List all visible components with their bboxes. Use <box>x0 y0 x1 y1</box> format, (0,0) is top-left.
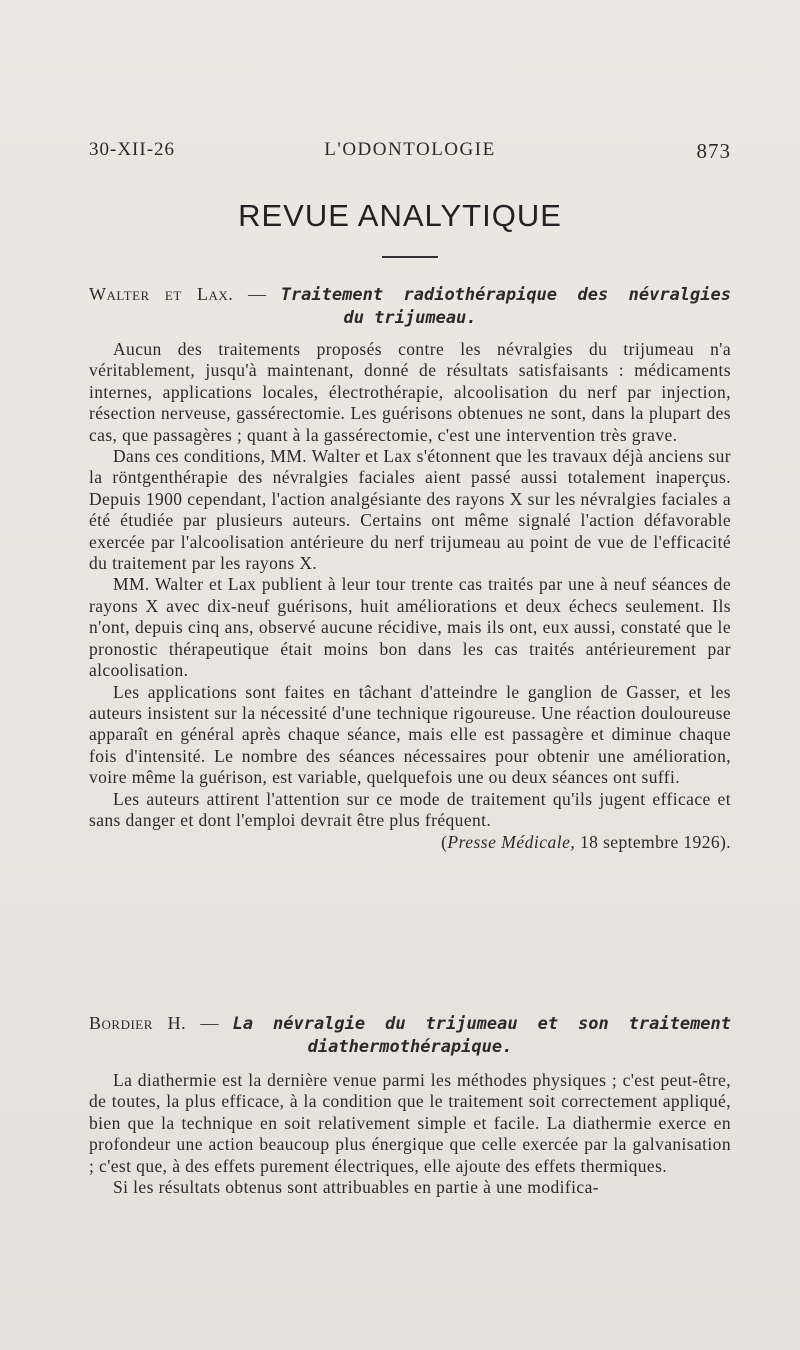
article-1-paragraph: Aucun des traitements proposés contre les névralgies du trijumeau n'a véritablement, jusqu'à maintenant, donné de résultats satisfaisants : médicaments internes, applications locales, électrothérapie, alcoolisation du nerf par injection, résection nerveuse, gassérectomie. Les guérisons obtenues ne sont, dans la plupart des cas, que passagères ; quant à la gassérectomie, c'est une intervention très grave. <box>89 339 731 445</box>
article-2-title-line1: La névralgie du trijumeau et son traitement <box>232 1014 732 1034</box>
article-1-heading <box>89 283 731 329</box>
article-1-paragraph: Les auteurs attirent l'attention sur ce mode de traitement qu'ils jugent efficace et sans danger et dont l'emploi devrait être plus fréquent. <box>89 788 731 830</box>
article-2-body <box>89 1070 731 1198</box>
article-1-paragraph: Dans ces conditions, MM. Walter et Lax s'étonnent que les travaux déjà anciens sur la röntgenthérapie des névralgies faciales aient passé aussi totalement inaperçus. Depuis 1900 cependant, l'action analgésiante des rayons X sur les névralgies faciales a été étudiée par plusieurs auteurs. Certains ont même signalé l'action défavorable exercée par l'alcoolisation antérieure du nerf trijumeau au point de vue de l'efficacité du traitement par les rayons X. <box>89 446 731 574</box>
article-2-paragraph: Si les résultats obtenus sont attribuables en partie à une modifica- <box>113 1177 599 1198</box>
article-1-paragraph: MM. Walter et Lax publient à leur tour trente cas traités par une à neuf séances de rayons X avec dix-neuf guérisons, huit améliorations et deux échecs seulement. Ils n'ont, depuis cinq ans, observé aucune récidive, mais ils ont, eux aussi, constaté que le pronostic thérapeutique était moins bon dans les cas traités antérieurement par alcoolisation. <box>89 574 731 681</box>
article-1-authors: Walter et Lax. <box>89 284 234 304</box>
header-date: 30-XII-26 <box>89 139 176 160</box>
header-journal-name: L'ODONTOLOGIE <box>324 139 496 160</box>
section-title: REVUE ANALYTIQUE <box>238 198 562 233</box>
citation-open-paren: ( <box>441 832 448 853</box>
running-header <box>89 139 731 169</box>
article-2-dash: — <box>200 1013 219 1033</box>
title-rule <box>382 256 438 258</box>
article-1-title-line1: Traitement radiothérapique des névralgies <box>280 285 731 305</box>
article-1-dash: — <box>247 284 266 304</box>
article-2-authors: Bordier H. <box>89 1013 187 1033</box>
article-2-heading <box>89 1012 731 1058</box>
article-1-body <box>89 339 731 854</box>
article-2-title-line2: diathermothérapique. <box>307 1037 513 1057</box>
article-2-paragraph: La diathermie est la dernière venue parmi les méthodes physiques ; c'est peut-être, de toutes, la plus efficace, à la condition que le traitement soit correctement appliqué, bien que la technique en soit relativement simple et facile. La diathermie exerce en profondeur une action beaucoup plus énergique que celle exercée par la galvanisation ; c'est que, à des effets purement électriques, elle ajoute des effets thermiques. <box>89 1070 731 1176</box>
citation-source: Presse Médicale, <box>447 832 576 853</box>
article-1-paragraph: Les applications sont faites en tâchant d'atteindre le ganglion de Gasser, et les auteurs insistent sur la nécessité d'une technique rigoureuse. Une réaction douloureuse apparaît en général après chaque séance, mais elle est passagère et diminue chaque fois d'intensité. Le nombre des séances nécessaires pour obtenir une amélioration, voire même la guérison, est variable, quelquefois une ou deux séances ont suffi. <box>89 681 731 788</box>
header-page-number: 873 <box>696 139 731 163</box>
article-1-title-line2: du trijumeau. <box>343 308 477 328</box>
article-1-citation <box>89 832 731 853</box>
citation-date: 18 septembre 1926). <box>575 832 731 853</box>
